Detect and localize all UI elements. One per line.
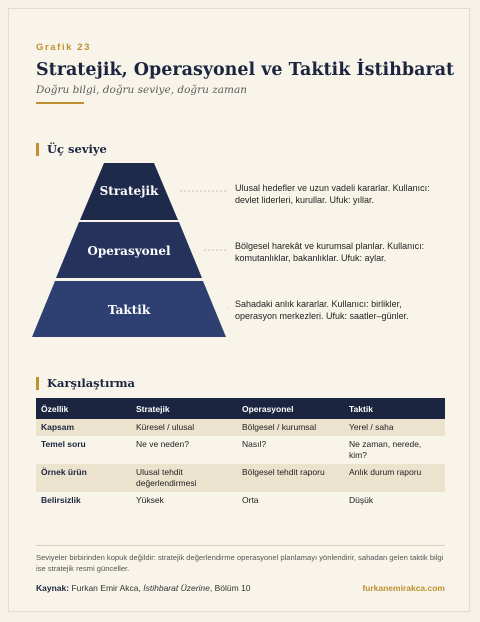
- pyramid-label-operational: Operasyonel: [87, 244, 171, 258]
- table-cell: Belirsizlik: [36, 492, 131, 509]
- table-cell: Orta: [237, 492, 344, 509]
- table-header-cell: Taktik: [344, 398, 445, 419]
- table-header-row: [36, 398, 445, 419]
- level-description-strategic: Ulusal hedefler ve uzun vadeli kararlar. Kullanıcı: devlet liderleri, kurullar. Ufuk: yıllar.: [235, 183, 430, 205]
- source-chapter: , Bölüm 10: [209, 583, 251, 593]
- table-cell: Ulusal tehdit değerlendirmesi: [131, 464, 237, 492]
- pyramid-label-strategic: Stratejik: [99, 184, 159, 198]
- table-cell: Bölgesel / kurumsal: [237, 419, 344, 436]
- table-cell: Nasıl?: [237, 436, 344, 464]
- footer-note: Seviyeler birbirinden kopuk değildir: stratejik değerlendirme operasyonel planlamayı yönlendirir, sahadan gelen taktik bilgi ise stratejik resmi günceller.: [36, 553, 444, 573]
- table-cell: Küresel / ulusal: [131, 419, 237, 436]
- pyramid-label-tactical: Taktik: [107, 303, 151, 317]
- table-row: [36, 419, 445, 436]
- figure-kicker: Grafik 23: [36, 42, 92, 53]
- source-label: Kaynak:: [36, 583, 70, 593]
- level-description-operational: Bölgesel harekât ve kurumsal planlar. Kullanıcı: komutanlıklar, bakanlıklar. Ufuk: aylar.: [235, 241, 425, 263]
- section-heading-comparison: Karşılaştırma: [36, 377, 135, 390]
- table-cell: Yerel / saha: [344, 419, 445, 436]
- table-cell: Bölgesel tehdit raporu: [237, 464, 344, 492]
- table-cell: Kapsam: [36, 419, 131, 436]
- table-cell: Örnek ürün: [36, 464, 131, 492]
- table-header-cell: Stratejik: [131, 398, 237, 419]
- table-header-cell: Özellik: [36, 398, 131, 419]
- source-citation: [36, 583, 251, 593]
- section-heading-levels: Üç seviye: [36, 143, 107, 156]
- table-cell: Ne ve neden?: [131, 436, 237, 464]
- table-cell: Temel soru: [36, 436, 131, 464]
- table-cell: Ne zaman, nerede, kim?: [344, 436, 445, 464]
- table-cell: Düşük: [344, 492, 445, 509]
- table-row: [36, 436, 445, 464]
- table-header-cell: Operasyonel: [237, 398, 344, 419]
- comparison-table: [36, 398, 445, 509]
- table-cell: Anlık durum raporu: [344, 464, 445, 492]
- website-link[interactable]: furkanemirakca.com: [362, 583, 445, 593]
- source-book: İstihbarat Üzerine: [143, 583, 210, 593]
- table-cell: Yüksek: [131, 492, 237, 509]
- table-row: [36, 464, 445, 492]
- footer-divider: [36, 545, 445, 546]
- page-subtitle: Doğru bilgi, doğru seviye, doğru zaman: [36, 84, 248, 96]
- source-author: Furkan Emir Akca,: [71, 583, 141, 593]
- table-row: [36, 492, 445, 509]
- page-title: Stratejik, Operasyonel ve Taktik İstihbarat: [36, 60, 455, 80]
- level-description-tactical: Sahadaki anlık kararlar. Kullanıcı: birlikler, operasyon merkezleri. Ufuk: saatler–günler.: [235, 299, 409, 321]
